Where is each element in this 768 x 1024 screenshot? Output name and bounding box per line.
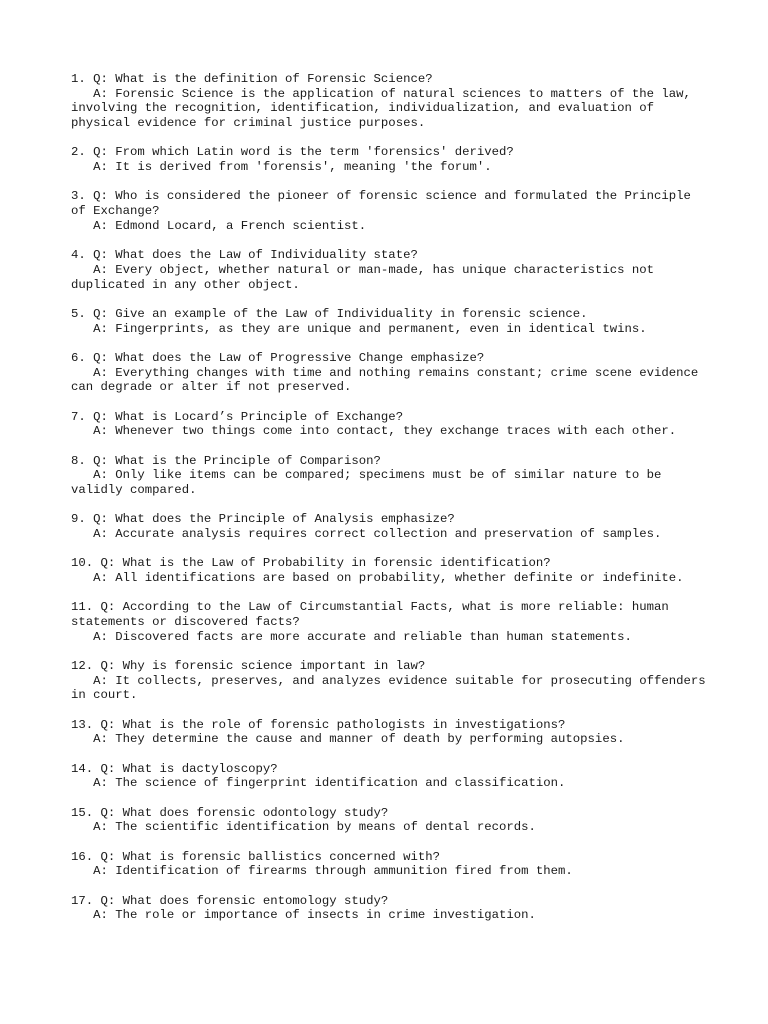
answer-text: A: Forensic Science is the application of natural sciences to matters of the law, involving the recognition, identification, individualization, and evaluation of physical evidence for criminal justice purposes. [71,86,699,131]
question-text: 17. Q: What does forensic entomology study? [71,893,389,908]
question-text: 9. Q: What does the Principle of Analysis emphasize? [71,512,455,527]
qa-item [71,410,711,439]
qa-item [71,600,711,644]
qa-item [71,145,711,174]
qa-item [71,850,711,879]
qa-item [71,658,714,703]
answer-text: A: The scientific identification by means of dental records. [93,820,536,835]
qa-item [71,762,711,791]
answer-text: A: The role or importance of insects in crime investigation. [93,908,536,923]
qa-item [71,72,711,131]
answer-text: A: Edmond Locard, a French scientist. [93,218,367,233]
question-text: 10. Q: What is the Law of Probability in forensic identification? [71,556,551,571]
answer-text: A: Only like items can be compared; specimens must be of similar nature to be validly compared. [71,468,669,497]
question-text: 5. Q: Give an example of the Law of Individuality in forensic science. [71,306,588,321]
question-text: 3. Q: Who is considered the pioneer of forensic science and formulated the Principle of Exchange? [71,189,699,219]
qa-item [71,454,711,498]
question-text: 13. Q: What is the role of forensic pathologists in investigations? [71,717,566,732]
qa-item [71,189,711,233]
qa-item [71,248,711,292]
qa-item [71,351,711,395]
question-text: 2. Q: From which Latin word is the term 'forensics' derived? [71,145,514,160]
answer-text: A: The science of fingerprint identification and classification. [93,776,566,791]
answer-text: A: It is derived from 'forensis', meaning 'the forum'. [93,160,492,175]
question-text: 7. Q: What is Locard’s Principle of Exchange? [71,409,404,424]
qa-item [71,512,711,541]
question-text: 14. Q: What is dactyloscopy? [71,761,278,776]
answer-text: A: All identifications are based on probability, whether definite or indefinite. [93,570,684,585]
question-text: 8. Q: What is the Principle of Comparison? [71,453,381,468]
question-text: 16. Q: What is forensic ballistics concerned with? [71,849,440,864]
qa-item [71,307,711,336]
question-text: 6. Q: What does the Law of Progressive Change emphasize? [71,350,485,365]
qa-item [71,806,711,835]
qa-item [71,718,711,747]
question-text: 11. Q: According to the Law of Circumstantial Facts, what is more reliable: human statements or discovered facts? [71,600,677,629]
answer-text: A: Everything changes with time and nothing remains constant; crime scene evidence can degrade or alter if not preserved. [71,365,706,395]
answer-text: A: Identification of firearms through ammunition fired from them. [93,864,573,879]
answer-text: A: Every object, whether natural or man-made, has unique characteristics not duplicated in any other object. [71,262,662,292]
question-text: 15. Q: What does forensic odontology study? [71,805,389,820]
answer-text: A: Whenever two things come into contact, they exchange traces with each other. [93,424,677,439]
qa-item [71,556,711,585]
document-page [71,72,714,938]
answer-text: A: They determine the cause and manner of death by performing autopsies. [93,732,625,747]
answer-text: A: Discovered facts are more accurate and reliable than human statements. [93,629,632,644]
question-text: 4. Q: What does the Law of Individuality state? [71,248,418,263]
answer-text: A: It collects, preserves, and analyzes evidence suitable for prosecuting offenders in court. [71,673,714,703]
question-text: 1. Q: What is the definition of Forensic Science? [71,72,433,86]
answer-text: A: Accurate analysis requires correct collection and preservation of samples. [93,526,662,541]
question-text: 12. Q: Why is forensic science important in law? [71,658,426,673]
answer-text: A: Fingerprints, as they are unique and permanent, even in identical twins. [93,321,647,336]
qa-item [71,894,711,923]
